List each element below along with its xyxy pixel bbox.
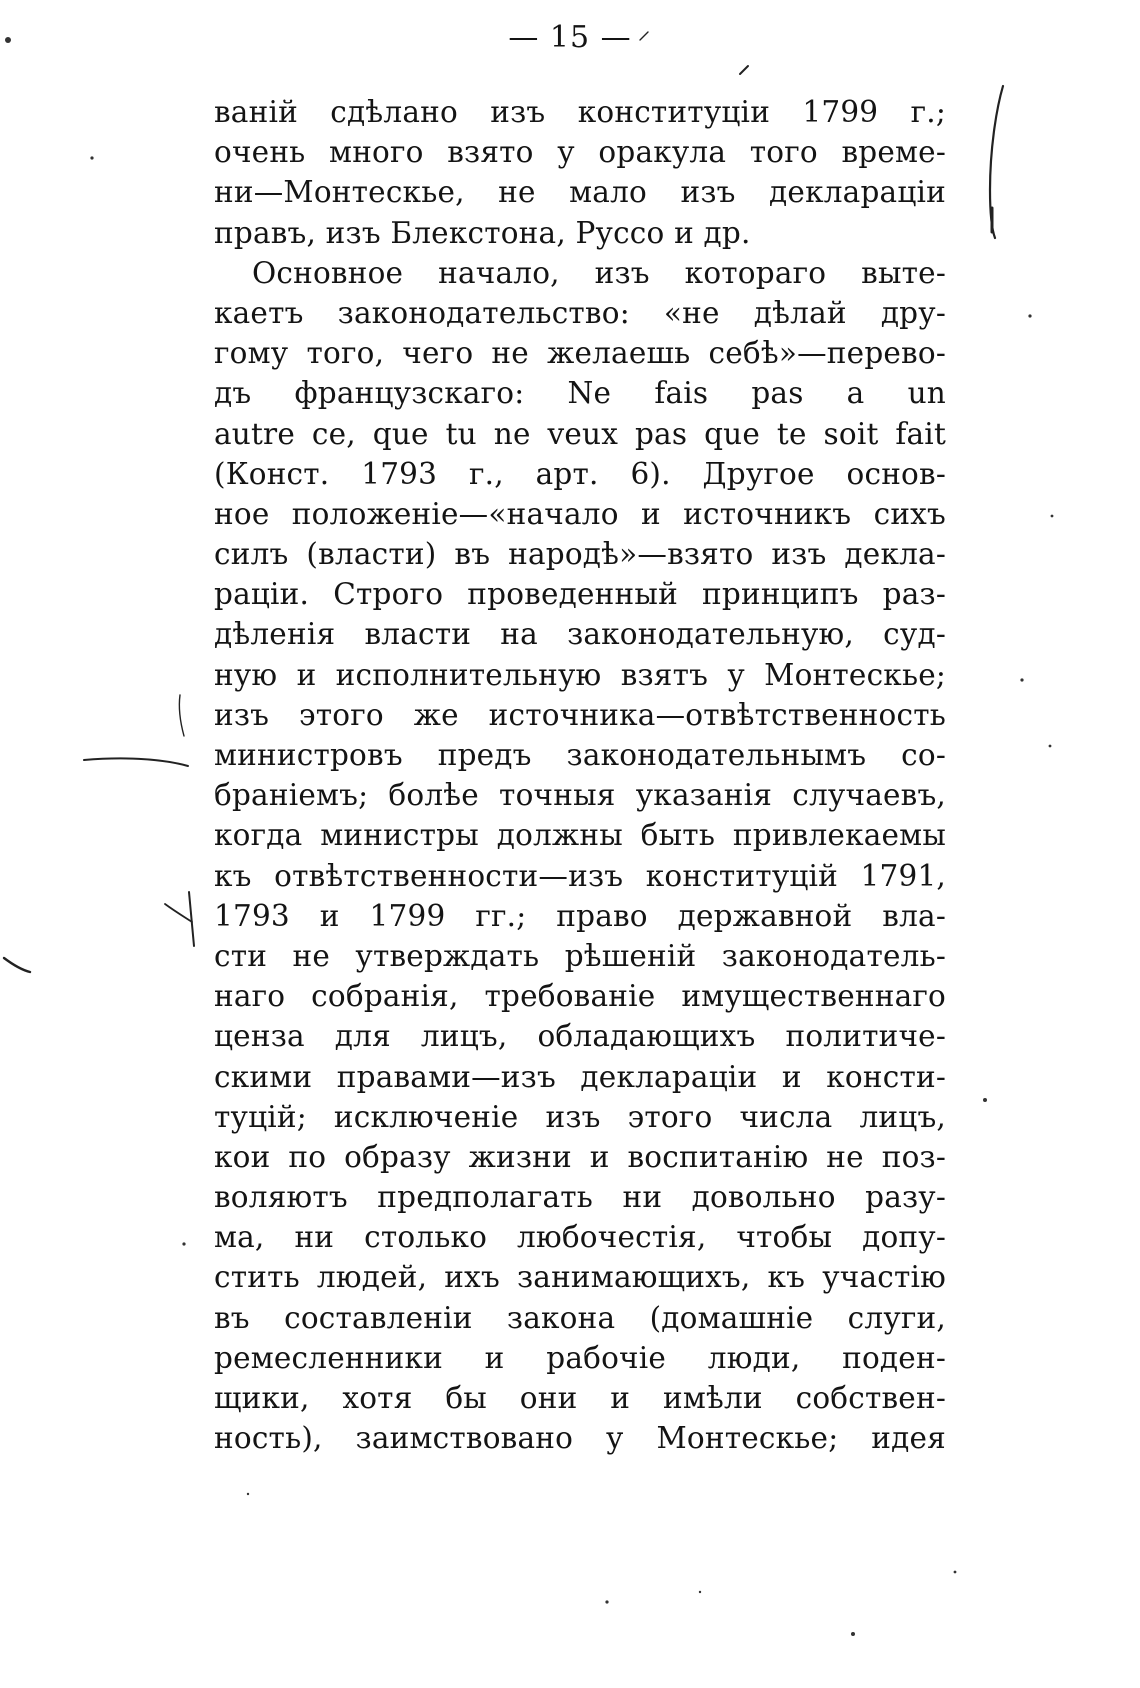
text-line: ваній сдѣлано изъ конституціи 1799 г.; <box>214 95 946 129</box>
text-line: ма, ни столько любочестія, чтобы допу- <box>214 1220 946 1255</box>
text-line: autre ce, que tu ne veux pas que te soit fait <box>214 416 946 451</box>
body-text <box>214 92 946 1458</box>
text-line: ную и исполнительную взятъ у Монтескье; <box>214 657 946 692</box>
pencil-vertical-line <box>990 86 1003 238</box>
text-line: силъ (власти) въ народѣ»—взято изъ декла- <box>214 537 946 572</box>
pencil-horizontal-line <box>84 758 188 766</box>
text-line: ценза для лицъ, обладающихъ политиче- <box>214 1019 946 1054</box>
text-line: каетъ законодательство: «не дѣлай дру- <box>214 295 946 330</box>
text-line: раціи. Строго проведенный принципъ раз- <box>214 577 946 612</box>
text-line: когда министры должны быть привлекаемы <box>214 818 946 853</box>
text-line: ни—Монтескье, не мало изъ деклараціи <box>214 175 946 210</box>
text-line: правъ, изъ Блекстона, Руссо и др. <box>214 215 751 250</box>
text-line: гому того, чего не желаешь себѣ»—перево- <box>214 336 946 371</box>
text-line: браніемъ; болѣе точныя указанія случаевъ, <box>214 778 946 813</box>
text-line: къ отвѣтственности—изъ конституцій 1791, <box>214 858 946 893</box>
text-line: (Конст. 1793 г., арт. 6). Другое основ- <box>214 456 946 491</box>
text-line: щики, хотя бы они и имѣли собствен- <box>214 1381 946 1415</box>
text-line: въ составленіи закона (домашніе слуги, <box>214 1300 946 1335</box>
text-line: Основное начало, изъ котораго выте- <box>252 255 946 290</box>
text-line: кои по образу жизни и воспитанію не поз- <box>214 1139 946 1174</box>
text-line: дѣленія власти на законодательную, суд- <box>214 617 946 652</box>
text-line: скими правами—изъ деклараціи и консти- <box>214 1059 946 1094</box>
text-line: 1793 и 1799 гг.; право державной вла- <box>214 898 946 933</box>
text-line: дъ французскаго: Ne fais pas a un <box>214 376 946 411</box>
pencil-tick-mark <box>165 904 192 922</box>
text-line: ремесленники и рабочіе люди, поден- <box>214 1340 946 1375</box>
page-number: — 15 — <box>508 20 632 55</box>
text-line: министровъ предъ законодательнымъ со- <box>214 738 946 772</box>
text-line: очень много взято у оракула того време- <box>214 135 946 170</box>
text-line: сти не утверждать рѣшеній законодатель- <box>214 938 946 973</box>
text-line: стить людей, ихъ занимающихъ, къ участію <box>214 1260 946 1295</box>
text-line: наго собранія, требованіе имущественнаго <box>214 979 946 1014</box>
text-line: ное положеніе—«начало и источникъ сихъ <box>214 496 946 531</box>
text-line: изъ этого же источника—отвѣтственность <box>214 697 946 732</box>
text-line: воляютъ предполагать ни довольно разу- <box>214 1180 946 1215</box>
text-line: ность), заимствовано у Монтескье; идея <box>214 1421 946 1456</box>
text-line: туцій; исключеніе изъ этого числа лицъ, <box>214 1099 946 1134</box>
